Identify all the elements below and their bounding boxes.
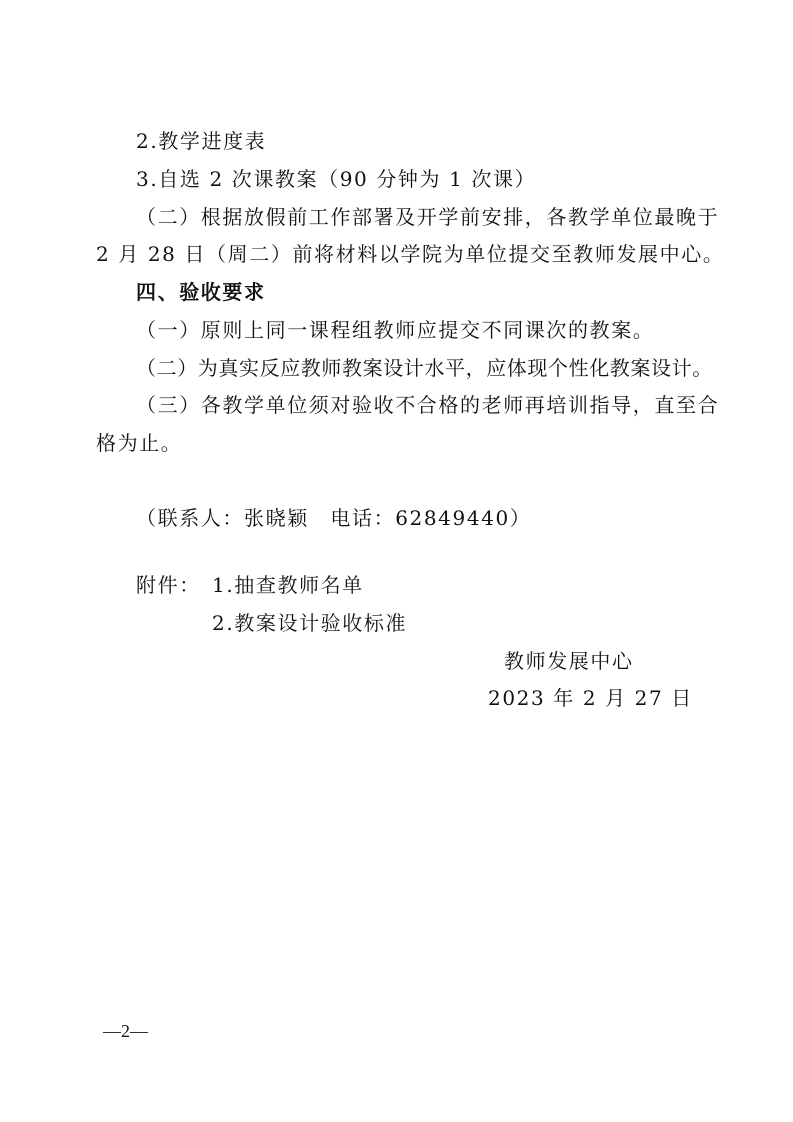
list-item-lesson-plans: 3.自选 2 次课教案（90 分钟为 1 次课） <box>136 167 537 191</box>
section-heading-requirements: 四、验收要求 <box>136 280 266 304</box>
signature-org: 教师发展中心 <box>504 649 634 673</box>
requirement-1: （一）原则上同一课程组教师应提交不同课次的教案。 <box>136 318 655 342</box>
attachments-label: 附件： <box>136 573 201 597</box>
contact-info: （联系人：张晓颖 电话：62849440） <box>136 506 532 530</box>
attachment-item-1: 1.抽查教师名单 <box>212 573 364 597</box>
paragraph-deadline-line2: 2 月 28 日（周二）前将材料以学院为单位提交至教师发展中心。 <box>96 242 725 266</box>
list-item-schedule: 2.教学进度表 <box>136 129 267 153</box>
requirement-3-line2: 格为止。 <box>96 431 183 455</box>
page-number: —2— <box>103 1021 148 1041</box>
requirement-2: （二）为真实反应教师教案设计水平，应体现个性化教案设计。 <box>136 356 713 380</box>
requirement-3-line1: （三）各教学单位须对验收不合格的老师再培训指导，直至合 <box>136 393 720 417</box>
attachment-item-2: 2.教案设计验收标准 <box>212 611 408 635</box>
signature-date: 2023 年 2 月 27 日 <box>488 686 693 710</box>
paragraph-deadline-line1: （二）根据放假前工作部署及开学前安排，各教学单位最晚于 <box>136 205 720 229</box>
